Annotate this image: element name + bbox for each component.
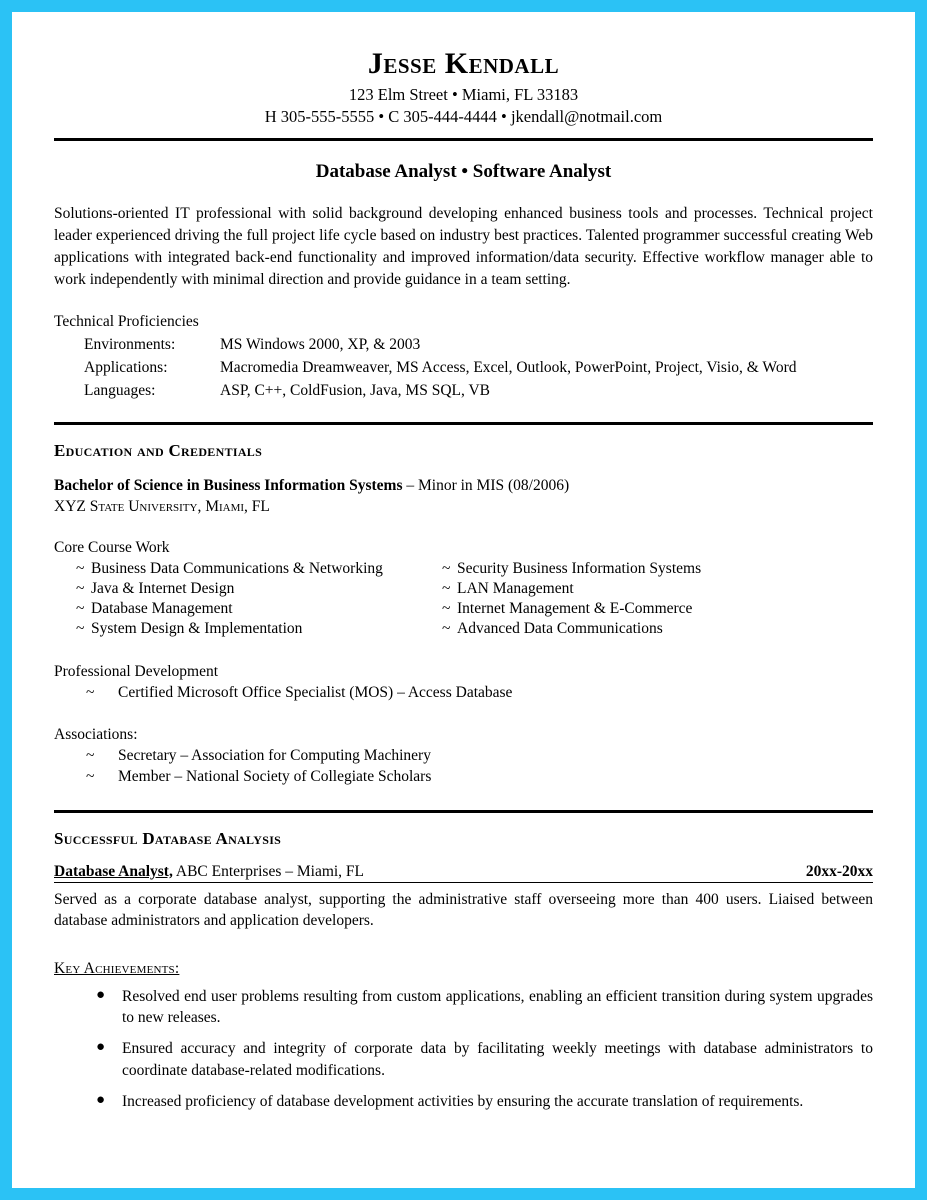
job-title: Database Analyst, [54,862,173,880]
section-title-education: Education and Credentials [54,441,263,461]
bullet-icon: ● [96,986,106,1003]
coursework-label: Core Course Work [54,539,170,557]
degree-minor: – Minor in MIS (08/2006) [402,477,570,495]
proficiency-value: MS Windows 2000, XP, & 2003 [220,336,421,354]
job-employer: ABC Enterprises – Miami, FL [172,862,365,880]
associations-list [54,746,873,788]
proficiency-key: Applications: [84,358,168,376]
list-item [442,579,862,599]
list-item [86,767,873,788]
proficiency-value: ASP, C++, ColdFusion, Java, MS SQL, VB [220,381,490,399]
proficiency-key: Environments: [84,336,176,354]
tilde-bullet-icon: ~ [76,580,85,598]
candidate-contact: H 305-555-5555 • C 305-444-4444 • jkendall@notmail.com [264,107,663,127]
coursework-column-left [76,559,466,638]
proficiency-key: Languages: [84,381,156,399]
tilde-bullet-icon: ~ [442,619,451,637]
header-divider [54,138,873,141]
bullet-icon: ● [96,1092,106,1109]
tilde-bullet-icon: ~ [76,600,85,618]
course-label: Business Data Communications & Networking [91,560,383,578]
section-title-experience: Successful Database Analysis [54,828,282,848]
school-name: XYZ State University, Miami, FL [54,498,270,516]
list-item [96,986,873,1029]
achievement-text: Ensured accuracy and integrity of corporate data by facilitating weekly meetings with database administrators to coordinate database-related modifications. [122,1040,873,1079]
list-item [76,619,466,639]
tilde-bullet-icon: ~ [86,684,95,702]
tilde-bullet-icon: ~ [442,560,451,578]
tilde-bullet-icon: ~ [76,619,85,637]
achievements-list [54,986,873,1113]
table-row [84,334,796,357]
education-divider [54,422,873,425]
tilde-bullet-icon: ~ [86,768,95,786]
tilde-bullet-icon: ~ [442,580,451,598]
list-item [76,599,466,619]
tilde-bullet-icon: ~ [86,747,95,765]
professional-summary: Solutions-oriented IT professional with solid background developing enhanced business tools and processes. Technical project leader experienced driving the full project life cycle based on industry best practices. Talented programmer successful creating Web applications with integrated back-end functionality and improved information/data security. Effective workflow manager able to work independently with minimal direction and provide guidance in a team setting. [54,205,873,289]
certification-label: Certified Microsoft Office Specialist (MOS) – Access Database [118,684,513,702]
tilde-bullet-icon: ~ [442,600,451,618]
degree-name: Bachelor of Science in Business Information Systems [54,477,403,495]
list-item [86,746,873,767]
tilde-bullet-icon: ~ [76,560,85,578]
table-row [84,380,796,403]
job-header-row [54,863,873,883]
list-item [76,559,466,579]
course-label: Security Business Information Systems [457,560,702,578]
list-item [442,619,862,639]
candidate-address: 123 Elm Street • Miami, FL 33183 [348,84,579,104]
professional-development-list [54,683,873,704]
proficiencies-table [84,334,796,402]
course-label: Internet Management & E-Commerce [457,600,693,618]
job-dates: 20xx-20xx [805,862,873,880]
key-achievements-label: Key Achievements: [54,959,180,977]
association-label: Secretary – Association for Computing Machinery [118,747,431,765]
degree-line [54,475,873,496]
course-label: Advanced Data Communications [457,619,663,637]
coursework-column-right [442,559,862,638]
association-label: Member – National Society of Collegiate Scholars [118,768,432,786]
list-item [96,1038,873,1081]
candidate-name: Jesse Kendall [367,47,560,80]
table-row [84,357,796,380]
bullet-icon: ● [96,1039,106,1056]
course-label: Java & Internet Design [91,580,235,598]
course-label: LAN Management [457,580,574,598]
list-item [86,683,873,704]
associations-label: Associations: [54,726,138,744]
professional-development-label: Professional Development [54,663,219,681]
resume-page [12,12,915,1188]
professional-headline: Database Analyst • Software Analyst [315,161,612,183]
coursework-columns [54,559,873,641]
list-item [442,599,862,619]
list-item [76,579,466,599]
list-item [442,559,862,579]
achievement-text: Increased proficiency of database development activities by ensuring the accurate translation of requirements. [122,1093,804,1111]
list-item [96,1091,873,1112]
course-label: System Design & Implementation [91,619,303,637]
achievement-text: Resolved end user problems resulting from custom applications, enabling an efficient transition during system upgrades to new releases. [122,987,873,1027]
course-label: Database Management [91,600,233,618]
proficiencies-label: Technical Proficiencies [54,313,199,331]
job-description: Served as a corporate database analyst, supporting the administrative staff overseeing more than 400 users. Liaised between database administrators and application developers. [54,890,873,930]
resume-document [54,48,873,1113]
experience-divider [54,810,873,813]
proficiency-value: Macromedia Dreamweaver, MS Access, Excel, Outlook, PowerPoint, Project, Visio, & Word [220,358,797,376]
